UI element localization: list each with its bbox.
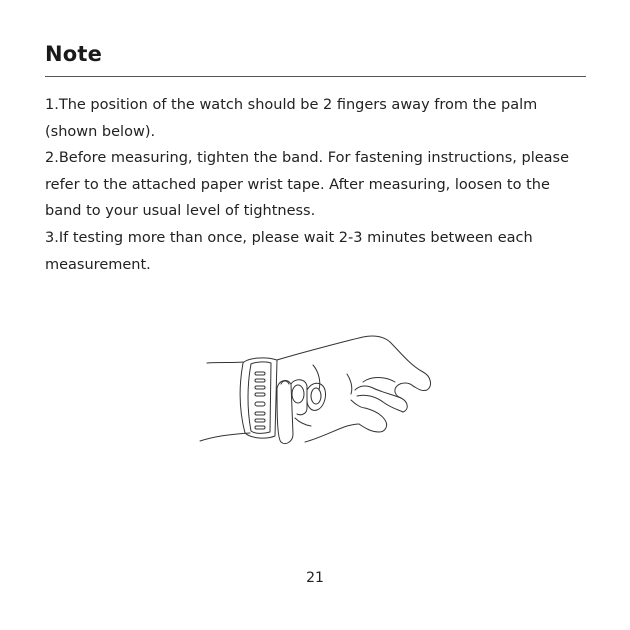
page-title: Note [45, 42, 103, 66]
note-item-2: 2.Before measuring, tighten the band. For fastening instructions, please refer to the attached paper wrist tape. After measuring, loosen to the band to your usual level of tightness. [45, 150, 570, 220]
finger-icon [277, 381, 293, 444]
notes-section [45, 92, 590, 278]
title-divider [45, 76, 586, 77]
second-finger-icon [291, 380, 307, 415]
page-number: 21 [306, 570, 324, 586]
note-item-1: 1.The position of the watch should be 2 fingers away from the palm (shown below). [45, 97, 538, 140]
watch-wrist-illustration [195, 330, 440, 455]
note-item-3: 3.If testing more than once, please wait 2-3 minutes between each measurement. [45, 229, 533, 273]
watch-band-icon [240, 358, 277, 438]
